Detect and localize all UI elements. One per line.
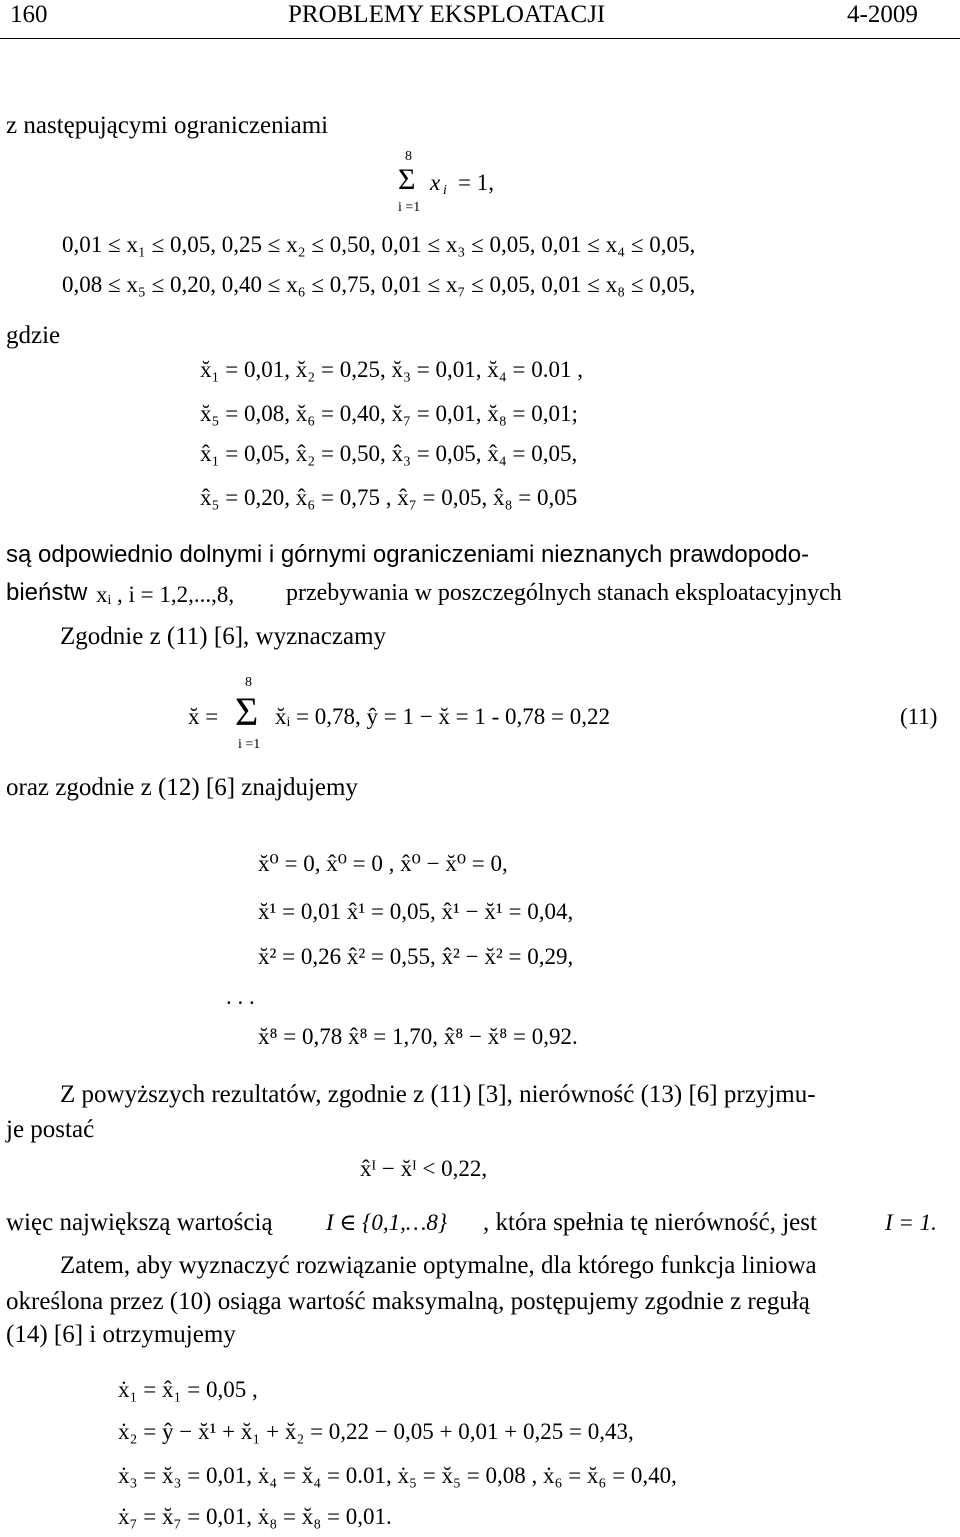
wiec-text: więc największą wartością (6, 1209, 273, 1236)
journal-title: PROBLEMY EKSPLOATACJI (288, 1, 606, 28)
sum-subscript: i (443, 183, 447, 198)
sum-upper-limit: 8 (405, 149, 412, 164)
result-row-1: ẋ₁ = x̂₁ = 0,05 , (118, 1377, 258, 1402)
zgodnie-11-text: Zgodnie z (11) [6], wyznaczamy (60, 623, 387, 650)
powyzszych-line-2: je postać (6, 1116, 95, 1143)
sigma-symbol: Σ (398, 163, 416, 196)
constraint-row-2: 0,08 ≤ x₅ ≤ 0,20, 0,40 ≤ x₆ ≤ 0,75, 0,01 ≤ x₇ ≤ 0,05, 0,01 ≤ x₈ ≤ 0,05, (62, 272, 696, 297)
sum-lower-limit: i =1 (398, 200, 421, 215)
zatem-line-3: (14) [6] i otrzymujemy (6, 1321, 236, 1348)
eq11-lower-limit: i =1 (238, 737, 261, 752)
iteration-row-8: x̆⁸ = 0,78 x̂⁸ = 1,70, x̂⁸ − x̆⁸ = 0,92. (258, 1024, 578, 1049)
I-set: I ∈ {0,1,…8} (326, 1210, 448, 1235)
zatem-line-2: określona przez (10) osiąga wartość maksymalną, postępujemy zgodnie z regułą (6, 1288, 810, 1315)
result-row-2: ẋ₂ = ŷ − x̆¹ + x̆₁ + x̆₂ = 0,22 − 0,05 + 0,01 + 0,25 = 0,43, (118, 1419, 634, 1444)
probability-index: xᵢ , i = 1,2,...,8, (96, 582, 235, 607)
iteration-row-2: x̆² = 0,26 x̂² = 0,55, x̂² − x̆² = 0,29, (258, 944, 574, 969)
lower-bounds-row-1: x̆₁ = 0,01, x̆₂ = 0,25, x̆₃ = 0,01, x̆₄ = 0.01 , (200, 357, 583, 382)
description-line-2-end: przebywania w poszczególnych stanach eksploatacyjnych (286, 580, 842, 606)
description-line-1: są odpowiednio dolnymi i górnymi ograniczeniami nieznanych prawdopodo- (6, 541, 810, 568)
eq11-lhs: x̆ = (188, 704, 219, 729)
I-value: I = 1. (885, 1210, 937, 1235)
result-row-3: ẋ₃ = x̆₃ = 0,01, ẋ₄ = x̆₄ = 0.01, ẋ₅ = x̆₅ = 0,08 , ẋ₆ = x̆₆ = 0,40, (118, 1463, 677, 1488)
eq11-rhs: x̆ᵢ = 0,78, ŷ = 1 − x̆ = 1 - 0,78 = 0,22 (275, 704, 611, 729)
page-number: 160 (10, 1, 48, 28)
upper-bounds-row-1: x̂₁ = 0,05, x̂₂ = 0,50, x̂₃ = 0,05, x̂₄ = 0,05, (200, 441, 578, 466)
result-row-4: ẋ₇ = x̆₇ = 0,01, ẋ₈ = x̆₈ = 0,01. (118, 1504, 392, 1529)
constraint-row-1: 0,01 ≤ x₁ ≤ 0,05, 0,25 ≤ x₂ ≤ 0,50, 0,01 ≤ x₃ ≤ 0,05, 0,01 ≤ x₄ ≤ 0,05, (62, 232, 696, 257)
header-rule (0, 38, 960, 39)
sum-variable: x (430, 170, 441, 195)
intro-text: z następującymi ograniczeniami (6, 112, 329, 139)
issue-number: 4-2009 (847, 1, 918, 28)
eq11-sigma-symbol: Σ (235, 689, 259, 734)
upper-bounds-row-2: x̂₅ = 0,20, x̂₆ = 0,75 , x̂₇ = 0,05, x̂₈ = 0,05 (200, 485, 578, 510)
powyzszych-line-1: Z powyższych rezultatów, zgodnie z (11) [3], nierówność (13) [6] przyjmu- (60, 1081, 816, 1108)
description-line-2-start: bieństw (6, 579, 88, 606)
eq11-upper-limit: 8 (245, 675, 252, 690)
wiec-text-end: , która spełnia tę nierówność, jest (483, 1209, 817, 1236)
sum-rhs: = 1, (458, 170, 494, 195)
iteration-row-1: x̆¹ = 0,01 x̂¹ = 0,05, x̂¹ − x̆¹ = 0,04, (258, 899, 574, 924)
inequality-I: x̂ᴵ − x̆ᴵ < 0,22, (360, 1156, 488, 1181)
equation-number-11: (11) (900, 704, 938, 729)
gdzie-label: gdzie (6, 322, 61, 349)
oraz-12-text: oraz zgodnie z (12) [6] znajdujemy (6, 774, 358, 801)
iteration-row-0: x̆⁰ = 0, x̂⁰ = 0 , x̂⁰ − x̆⁰ = 0, (258, 851, 508, 876)
lower-bounds-row-2: x̆₅ = 0,08, x̆₆ = 0,40, x̆₇ = 0,01, x̆₈ = 0,01; (200, 401, 578, 426)
zatem-line-1: Zatem, aby wyznaczyć rozwiązanie optymalne, dla którego funkcja liniowa (60, 1252, 817, 1279)
iteration-ellipsis: . . . (226, 984, 255, 1009)
